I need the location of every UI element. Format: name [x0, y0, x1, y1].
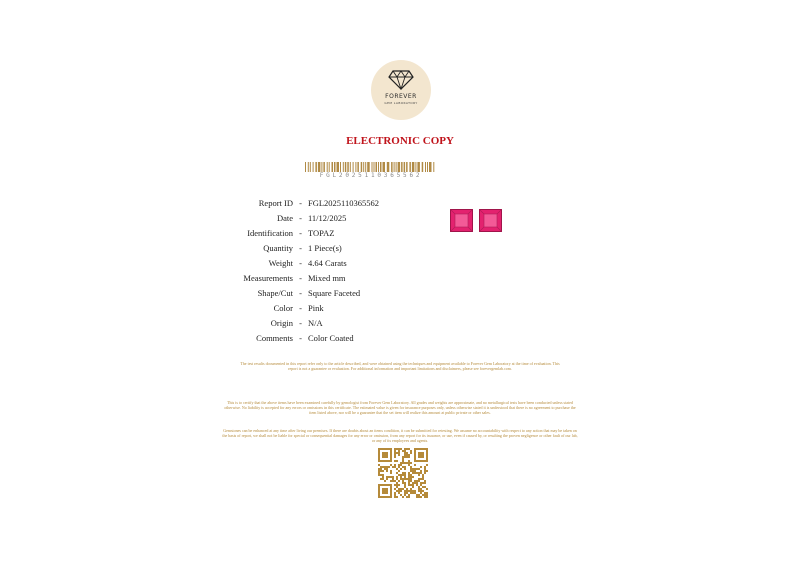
gem-image-left: [450, 209, 473, 232]
detail-row: [200, 210, 440, 225]
qr-code: [378, 448, 428, 498]
detail-value: FGL2025110365562: [308, 197, 379, 208]
detail-label: Quantity: [263, 242, 293, 253]
detail-separator: -: [299, 257, 302, 268]
detail-label: Identification: [247, 227, 293, 238]
detail-label: Measurements: [243, 272, 293, 283]
detail-label: Date: [276, 212, 293, 223]
detail-separator: -: [299, 197, 302, 208]
detail-separator: -: [299, 242, 302, 253]
detail-separator: -: [299, 287, 302, 298]
logo-brand-text: FOREVER: [385, 93, 417, 100]
detail-label: Weight: [268, 257, 293, 268]
detail-label: Report ID: [258, 197, 293, 208]
detail-separator: -: [299, 227, 302, 238]
detail-row: [200, 330, 440, 345]
detail-value: Color Coated: [308, 332, 354, 343]
detail-value: TOPAZ: [308, 227, 335, 238]
detail-label: Color: [273, 302, 293, 313]
lab-logo: [371, 60, 431, 120]
detail-row: [200, 240, 440, 255]
disclaimer-liability: Gemstones can be enhanced at any time after living our premises. If there are doubts about an items condition, it can be submitted for retesting. We assume no accountability with respect to any action that may be taken on the basis of report, we shall not be liable for special or consequential damages for any error or omission, from any report for its issuance, or use, even if caused by, or resulting the proven negligence or other fault of our lab, or any of its employees and agents.: [222, 428, 578, 443]
disclaimer-certification: This is to certify that the above items have been examined carefully by gemologist from Forever Gem Laboratory. All grades and weights are approximate, and no metallurgical tests have been conducted unless stated otherwise. No liability is accepted for any errors or omissions in this certificate. The estimated value is given for insurance purposes only, unless otherwise stated it is understood that there is no agreement to purchase the item listed above, nor will be a guarantee that the set item will realize this amount at public private or other sales.: [224, 400, 576, 415]
detail-value: N/A: [308, 317, 323, 328]
detail-row: [200, 255, 440, 270]
detail-row: [200, 315, 440, 330]
detail-row: [200, 195, 440, 210]
detail-value: Square Faceted: [308, 287, 361, 298]
detail-separator: -: [299, 212, 302, 223]
detail-row: [200, 285, 440, 300]
detail-value: Pink: [308, 302, 324, 313]
detail-separator: -: [299, 332, 302, 343]
detail-value: 1 Piece(s): [308, 242, 342, 253]
detail-label: Origin: [270, 317, 293, 328]
detail-row: [200, 270, 440, 285]
detail-row: [200, 300, 440, 315]
barcode: [305, 162, 437, 172]
barcode-number: FGL2025110365562: [319, 172, 423, 179]
detail-label: Comments: [256, 332, 293, 343]
document-title: ELECTRONIC COPY: [346, 135, 454, 147]
diamond-icon: [388, 70, 414, 90]
detail-label: Shape/Cut: [257, 287, 293, 298]
detail-row: [200, 225, 440, 240]
gem-image-right: [479, 209, 502, 232]
disclaimer-test-results: The test results documented in this report refer only to the article described, and were obtained using the techniques and equipment available to Forever Gem Laboratory at the time of evaluation. This report is not a guarantee or evaluation. For additional information and important limitations and disclaimers, please see forevergemlab.com.: [240, 361, 560, 371]
detail-value: 4.64 Carats: [308, 257, 347, 268]
detail-separator: -: [299, 317, 302, 328]
report-details: [200, 195, 440, 345]
detail-separator: -: [299, 272, 302, 283]
detail-separator: -: [299, 302, 302, 313]
detail-value: Mixed mm: [308, 272, 346, 283]
logo-subtitle-text: GEM LABORATORY: [384, 101, 418, 105]
detail-value: 11/12/2025: [308, 212, 347, 223]
